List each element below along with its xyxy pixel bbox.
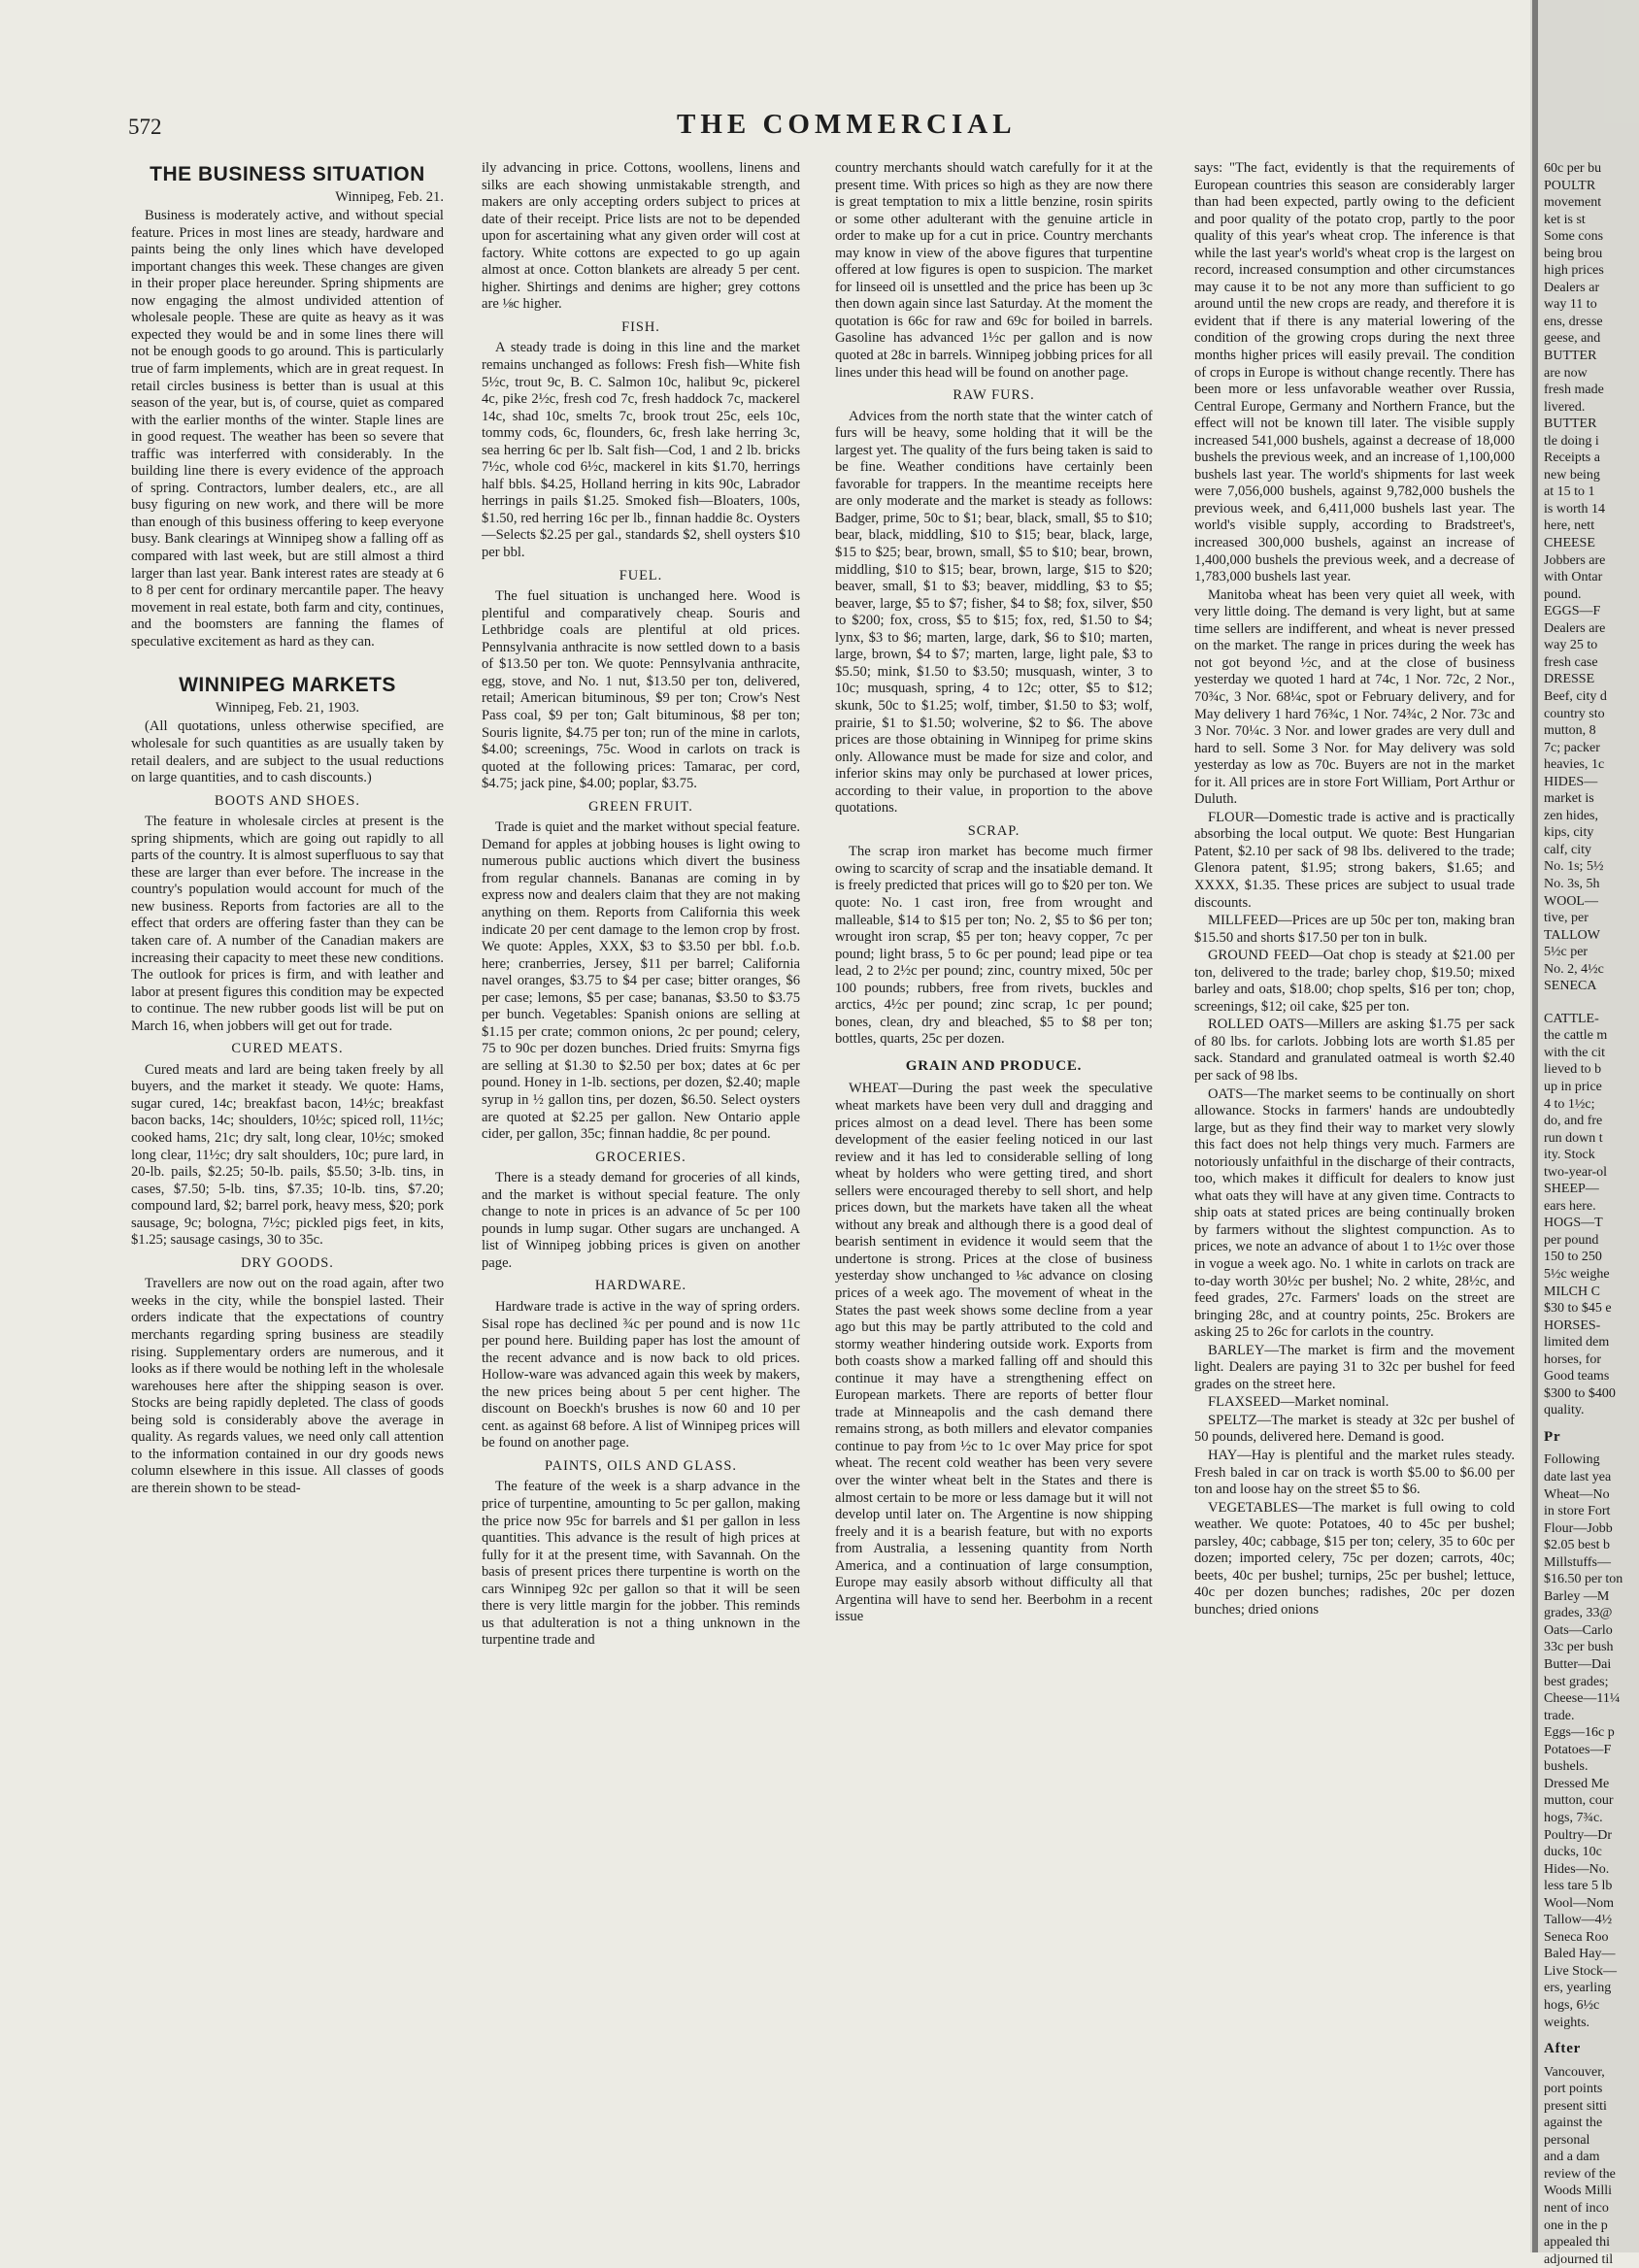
speltz-paragraph: SPELTZ—The market is steady at 32c per bushel of 50 pounds, delivered here. Demand is good.	[1194, 1412, 1515, 1446]
raw-furs-paragraph: Advices from the north state that the winter catch of furs will be heavy, some holding that it will be the largest yet. The quality of the furs being taken is said to be fine. Weather conditions have certainly been favorable for trappers. In the meantime receipts here are only moderate and the market is steady as follows: Badger, prime, 50c to $1; bear, black, small, $5 to $10; bear, black, middling, $10 to $15; bear, black, large, $15 to $25; bear, brown, small, $5 to $10; bear, brown, middling, $10 to $15; bear, brown, large, $15 to $20; beaver, small, $1 to $3; beaver, middling, $3 to $5; beaver, large, $5 to $7; fisher, $4 to $8; fox, silver, $50 to $200; fox, cross, $5 to $15; fox, red, $1.50 to $4; lynx, $3 to $6; marten, large, dark, $6 to $10; marten, large, brown, $4 to $7; marten, large, light pale, $3 to $5.50; mink, $1.50 to $3.50; musquash, winter, 3 to 10c; musquash, spring, 4 to 12c; otter, $5 to $12; skunk, 50c to $1.25; wolf, timber, $1.50 to $3; wolf, prairie, $1 to $1.50; wolverine, $2 to $6. The above prices are those obtaining in Winnipeg for prime skins only. Allowance must be made for size and color, and inferior skins may only be purchased at lower prices, according to their value, in proportion to the above quotations.	[835, 408, 1153, 817]
boots-paragraph: The feature in wholesale circles at present is the spring shipments, which are going out rapidly to all parts of the country. It is almost superfluous to say that these are larger than ever before. The increase in the country's population would account for much of the new business. Reports from factories are all to the effect that orders are offering faster than they can be taken care of. A number of the Canadian makers are increasing their capacity to meet these new conditions. The outlook for prices is firm, and with leather and labor at present figures this condition may be expected to continue. The new rubber goods list will be put on March 16, when jobbers will get out for trade.	[131, 814, 444, 1034]
cropped-line: 4 to 1½c;	[1544, 1096, 1595, 1112]
cropped-line: 7c; packer	[1544, 740, 1600, 755]
cropped-line: up in price	[1544, 1079, 1602, 1094]
cropped-line: and a dam	[1544, 2150, 1600, 2165]
cropped-line: fresh case	[1544, 654, 1598, 670]
cropped-line: $16.50 per ton	[1544, 1572, 1623, 1587]
cropped-line: movement	[1544, 195, 1602, 211]
green-fruit-paragraph: Trade is quiet and the market without special feature. Demand for apples at jobbing houses is light owing to numerous public auctions which divert the business from regular channels. Bananas are coming in by express now and dealers claim that they are not making anything on them. Reports from California this week indicate 20 per cent damage to the lemon crop by frost. We quote: Apples, XXX, $3 to $3.50 per bbl. f.o.b. here; cranberries, Jersey, $11 per barrel; California navel oranges, $3.75 to $4 per case; bitter oranges, $6 per case; lemons, $5 per case; bananas, $3.50 to $3.75 per bunch. Vegetables: Spanish onions are selling at $1.15 per crate; common onions, 2c per pound; celery, 75 to 90c per dozen bunches. Dried fruits: Smyrna figs are selling at $1.30 to $2.50 per box; dates at 6c per pound. Honey in 1-lb. sections, per dozen, $2.40; maple syrup in ½ gallon tins, per dozen, $6.50. Select oysters are quoted at $2.25 per gallon. New Ontario apple cider, per gallon, 35c; finnan haddie, 8c per pound.	[482, 819, 800, 1143]
publication-title: THE COMMERCIAL	[677, 109, 1017, 140]
cropped-line: present sitti	[1544, 2098, 1607, 2114]
cropped-line: against the	[1544, 2116, 1603, 2131]
cropped-line: Dressed Me	[1544, 1776, 1610, 1791]
cropped-line: high prices	[1544, 263, 1604, 279]
winnipeg-markets-title: WINNIPEG MARKETS	[179, 674, 396, 697]
binding-edge	[1532, 0, 1538, 2252]
scrap-heading: SCRAP.	[967, 822, 1020, 839]
cropped-line: Receipts a	[1544, 450, 1600, 466]
fish-heading: FISH.	[621, 318, 660, 335]
cropped-line: Seneca Roo	[1544, 1929, 1609, 1945]
cropped-line: ity. Stock	[1544, 1148, 1595, 1163]
cropped-line: market is	[1544, 791, 1594, 807]
cropped-line: with Ontar	[1544, 570, 1603, 585]
cropped-line: nent of inco	[1544, 2200, 1609, 2216]
cropped-line: ducks, 10c	[1544, 1845, 1602, 1860]
prices-heading-cropped: Pr	[1544, 1428, 1561, 1445]
cropped-line: DRESSE	[1544, 672, 1595, 687]
cured-meats-paragraph: Cured meats and lard are being taken freely by all buyers, and the market it steady. We quote: Hams, sugar cured, 14c; breakfast bacon, 14½c; breakfast bacon backs, 14c; shoulders, 10½c; spiced roll, 11½c; cooked hams, 21c; dry salt, long clear, 10½c; smoked long clear, 11½c; dry salt shoulders, 10c; pure lard, in 20-lb. pails, $2.25; 50-lb. pails, $5.50; 3-lb. tins, in cases, $7.50; 5-lb. tins, $7.35; 10-lb. tins, $7.20; compound lard, $2; barrel pork, heavy mess, $20; pork sausage, 9c; bologna, 7½c; pickled pigs feet, in kits, $1.25; sausage casings, 30 to 35c.	[131, 1061, 444, 1249]
cropped-line: 33c per bush	[1544, 1640, 1614, 1655]
page-header	[128, 109, 1620, 148]
markets-dateline: Winnipeg, Feb. 21, 1903.	[215, 699, 360, 716]
column-2	[482, 160, 800, 1651]
cropped-line: Wool—Nom	[1544, 1895, 1614, 1911]
groceries-paragraph: There is a steady demand for groceries of all kinds, and the market is without special feature. The only change to note in prices is an advance of 5c per 100 pounds in lump sugar. Other sugars are unchanged. A list of Winnipeg jobbing prices is given on another page.	[482, 1170, 800, 1271]
cropped-line: way 25 to	[1544, 638, 1598, 653]
cropped-line: one in the p	[1544, 2218, 1608, 2233]
cropped-line: weights.	[1544, 2015, 1590, 2030]
cropped-line: Woods Milli	[1544, 2184, 1613, 2199]
cropped-line: fresh made	[1544, 383, 1604, 398]
ground-feed-paragraph: GROUND FEED—Oat chop is steady at $21.00 per ton, delivered to the trade; barley chop, $19.50; mixed barley and oats, $18.00; chop spelts, $16 per ton; chop, screenings, $12; oil cake, $25 per ton.	[1194, 948, 1515, 1015]
cropped-line: are now	[1544, 365, 1588, 381]
cropped-line: quality.	[1544, 1403, 1585, 1418]
cropped-line: CATTLE-	[1544, 1011, 1599, 1026]
cropped-line: HORSES-	[1544, 1317, 1601, 1333]
cropped-line: kips, city	[1544, 825, 1594, 841]
fuel-paragraph: The fuel situation is unchanged here. Wood is plentiful and comparatively cheap. Souris and Lethbridge coals are plentiful at old prices. Pennsylvania anthracite is now settled down to a basis of $13.50 per ton. We quote: Pennsylvania anthracite, egg, stove, and No. 1 nut, $13.50 per ton, delivered, retail; American bituminous, $9 per ton; Crow's Nest Pass coal, $9 per ton; Galt bituminous, $8 per ton; Souris lignite, $4.75 per ton; run of the mine in carlots, $4.00; screenings, 75c. Wood in carlots on track is quoted at the following prices: Tamarac, per cord, $4.75; jack pine, $4.00; poplar, $3.75.	[482, 588, 800, 792]
cropped-line: date last yea	[1544, 1470, 1612, 1485]
cropped-line: BUTTER	[1544, 349, 1597, 364]
cropped-line: review of the	[1544, 2166, 1616, 2182]
cropped-line: HOGS—T	[1544, 1216, 1603, 1231]
cropped-line: ears here.	[1544, 1198, 1596, 1214]
vegetables-paragraph: VEGETABLES—The market is full owing to cold weather. We quote: Potatoes, 40 to 45c per bushel; parsley, 40c; cabbage, $15 per ton; celery, 35 to 60c per dozen; imported celery, 75c per dozen; carrots, 40c; beets, 40c per bushel; turnips, 25c per bushel; lettuce, 40c per dozen bunches; radishes, 20c per dozen bunches; dried onions	[1194, 1499, 1515, 1618]
cropped-line: at 15 to 1	[1544, 484, 1595, 500]
hay-paragraph: HAY—Hay is plentiful and the market rules steady. Fresh baled in car on track is worth $5.00 to $6.00 per ton and loose hay on the street $5 to $6.	[1194, 1448, 1515, 1498]
cropped-line: Poultry—Dr	[1544, 1827, 1612, 1843]
cropped-line: $2.05 best b	[1544, 1538, 1611, 1553]
cropped-line: per pound	[1544, 1232, 1599, 1248]
cropped-line: new being	[1544, 467, 1600, 483]
cropped-line: 5½c weighe	[1544, 1267, 1610, 1282]
barley-paragraph: BARLEY—The market is firm and the movement light. Dealers are paying 31 to 32c per bushel for feed grades on the street here.	[1194, 1342, 1515, 1392]
cropped-line: ens, dresse	[1544, 314, 1603, 329]
grain-continued: says: "The fact, evidently is that the requirements of European countries this season are considerably larger than had been expected, partly owing to the deficient and poor quality of the potato crop, partly to the poor quality of this year's wheat crop. The inference is that while the last year's world's wheat crop is the largest on record, increased consumption and other circumstances may cause it to be not any more than sufficient to go around until the new crops are ready, and therefore it is evident that if there is any material lowering of the condition of the growing crops during the next three months higher prices will easily prevail. The condition of crops in Europe is without change recently. There has been more or less unfavorable weather over Russia, Central Europe, Germany and Northern France, but the effect will not be known till later. The visible supply increased 541,000 bushels, against a decrease of 18,000 bushels the previous week, and an increase of 1,100,000 bushels last year. The world's shipments for last week were 7,056,000 bushels, against 9,782,000 bushels the previous week, and 6,411,000 bushels last year. The world's visible supply, according to Bradstreet's, increased 300,000 bushels, against an increase of 1,400,000 bushels the previous week, and a decrease of 1,783,000 bushels last year.	[1194, 160, 1515, 585]
cropped-line: best grades;	[1544, 1674, 1609, 1689]
cropped-line: CHEESE	[1544, 536, 1595, 551]
cropped-line: Following	[1544, 1452, 1600, 1468]
cropped-line: Wheat—No	[1544, 1486, 1610, 1502]
column-1	[131, 160, 444, 1498]
cropped-line: No. 3s, 5h	[1544, 876, 1600, 891]
cropped-line: tive, per	[1544, 911, 1589, 926]
paints-paragraph: The feature of the week is a sharp advance in the price of turpentine, amounting to 5c per gallon, making the price now 95c for barrels and $1 per gallon in less quantities. This advance is the result of high prices at fully for it at the present time, with Savannah. On the basis of present prices there turpentine is worth on the cars Winnipeg 92c per gallon so that it will be seen there is very little margin for the jobber. This reminds us that adulteration is not a thing unknown in the turpentine trade and	[482, 1479, 800, 1649]
boots-heading: BOOTS AND SHOES.	[215, 792, 360, 809]
cropped-line: Tallow—4½	[1544, 1913, 1613, 1928]
cropped-line: zen hides,	[1544, 808, 1598, 823]
cropped-line: Good teams	[1544, 1369, 1610, 1384]
cropped-line	[1544, 995, 1639, 1011]
cropped-line: TALLOW	[1544, 927, 1600, 943]
column-5-cropped	[1544, 160, 1639, 2268]
dry-goods-paragraph: Travellers are now out on the road again, after two weeks in the city, while the bonspiel lasted. Their orders indicate that the expectations of country merchants regarding spring business are steadily rising. Supplementary orders are numerous, and it looks as if there would be nothing left in the wholesale warehouses here after the shipping season is over. Stocks are being rapidly depleted. The class of goods being sold is considerably above the average in quality. As regards values, we need only call attention to the information contained in our dry goods news column elsewhere in this issue. All classes of goods are therein shown to be stead-	[131, 1276, 444, 1496]
cropped-line: hogs, 7¾c.	[1544, 1810, 1603, 1825]
prices-lines	[1544, 1451, 1639, 2031]
oats-paragraph: OATS—The market seems to be continually on short allowance. Stocks in farmers' hands are undoubtedly large, but as they find their way to market very slowly this fact does not help things very much. Farmers are notoriously unfaithful in the discharge of their contracts, too, which makes it difficult for dealers to know just what oats they will have at any given time. Contracts to ship oats at stated prices are being continually broken by farmers without the slightest compunction. As to prices, we note an advance of about 1 to 1½c over those in vogue a week ago. No. 1 white in carlots on track are to-day worth 30½c per bushel; No. 2 white, 28½c, and feed grades, 27c. Farmers' loads on the street are bringing 28c, and at country points, 25c. Brokers are asking 25 to 26c for carlots in the country.	[1194, 1085, 1515, 1341]
cropped-line: Hides—No.	[1544, 1861, 1610, 1877]
cropped-line: SHEEP—	[1544, 1182, 1599, 1197]
cropped-line: Oats—Carlo	[1544, 1622, 1613, 1638]
cropped-line: Live Stock—	[1544, 1963, 1618, 1979]
cropped-line: being brou	[1544, 246, 1603, 261]
paints-continued: country merchants should watch carefully for it at the present time. With prices so high as they are now there is great temptation to mix a little benzine, rosin spirits or some other adulterant with the genuine article in order to make up for a cut in price. Country merchants may know in view of the above figures that turpentine offered at low figures is open to suspicion. The market for linseed oil is unsettled and the price has been up 3c then down again since last Saturday. At the moment the quotation is 66c for raw and 69c for boiled in barrels. Gasoline has advanced 1½c per gallon and is now quoted at 28c in barrels. Winnipeg jobbing prices for all lines under this head will be found on another page.	[835, 160, 1153, 381]
paints-heading: PAINTS, OILS AND GLASS.	[545, 1457, 737, 1474]
cropped-line: pound.	[1544, 586, 1582, 602]
cropped-line: appealed thi	[1544, 2235, 1611, 2251]
cropped-line: trade.	[1544, 1708, 1575, 1723]
cropped-line: here, nett	[1544, 518, 1595, 534]
cropped-line: in store Fort	[1544, 1504, 1611, 1519]
cropped-line: mutton, cour	[1544, 1793, 1614, 1809]
cropped-line: ers, yearling	[1544, 1981, 1612, 1996]
cropped-line: HIDES—	[1544, 774, 1598, 789]
cropped-line: personal	[1544, 2132, 1590, 2148]
cropped-line: MILCH C	[1544, 1284, 1600, 1299]
cropped-line: two-year-ol	[1544, 1164, 1608, 1180]
cropped-line: BUTTER	[1544, 417, 1597, 432]
cropped-line: is worth 14	[1544, 501, 1605, 517]
cropped-line: mutton, 8	[1544, 723, 1596, 739]
raw-furs-heading: RAW FURS.	[953, 387, 1035, 404]
cropped-line: heavies, 1c	[1544, 757, 1605, 773]
cropped-line: No. 1s; 5½	[1544, 859, 1604, 875]
cropped-line: geese, and	[1544, 331, 1601, 347]
markets-note: (All quotations, unless otherwise specified, are wholesale for such quantities as are usually taken by retail dealers, and are subject to the usual reductions on large quantities, and to cash discounts.)	[131, 718, 444, 786]
cropped-line: Butter—Dai	[1544, 1657, 1612, 1673]
cropped-line: Flour—Jobb	[1544, 1520, 1613, 1536]
rolled-oats-paragraph: ROLLED OATS—Millers are asking $1.75 per sack of 80 lbs. for carlots. Jobbing lots are worth $1.85 per sack. Standard and granulated oatmeal is worth $2.40 per sack of 98 lbs.	[1194, 1017, 1515, 1084]
fuel-heading: FUEL.	[619, 567, 663, 584]
cropped-line: EGGS—F	[1544, 604, 1601, 619]
scrap-paragraph: The scrap iron market has become much firmer owing to scarcity of scrap and the insatiable demand. It is freely predicted that prices will go to $20 per ton. We quote: No. 1 cast iron, free from wrought and malleable, $14 to $15 per ton; No. 2, $5 to $6 per ton; wrought iron scrap, $5 per ton; heavy copper, 7c per pound; light brass, 5 to 6c per pound; lead pipe or tea lead, 2 to 2½c per pound; zinc, country mixed, 50c per 100 pounds; rubbers, free from rivets, buckles and arctics, 4½c per pound; zinc scrap, 1c per pound; bones, clean, dry and bleached, $5 to $8 per ton; bottles, quarts, 25c per dozen.	[835, 844, 1153, 1048]
cropped-line: calf, city	[1544, 842, 1591, 857]
dry-goods-continued: ily advancing in price. Cottons, woollens, linens and silks are each showing unmistakable strength, and makers are only accepting orders subject to prices at date of their receipt. Price lists are not to be depended upon for ascertaining what any given order will cost at factory. White cottons are expected to go up again almost at once. Cotton blankets are already 5 per cent. higher. Shirtings and denims are higher; grey cottons are ⅛c higher.	[482, 160, 800, 313]
cropped-line: $30 to $45 e	[1544, 1301, 1612, 1317]
fish-paragraph: A steady trade is doing in this line and the market remains unchanged as follows: Fresh fish—White fish 5½c, trout 9c, B. C. Salmon 10c, halibut 9c, pickerel 4c, pike 2½c, fresh cod 7c, fresh haddock 7c, mackerel 14c, shad 10c, smelts 7c, brook trout 25c, eels 10c, tommy cods, 6c, flounders, 6c, fresh lake herring 3c, sea herring 6c per lb. Salt fish—Cod, 1 and 2 lb. bricks 7½c, whole cod 6½c, mackerel in kits $1.70, herrings half bbls. $4.25, Holland herring in kits 90c, Labrador herrings in pails $1.25. Smoked fish—Bloaters, 100s, $1.50, red herring 16c per lb., finnan haddie 8c. Oysters—Selects $2.25 per gal., standards $2, shell oysters $10 per bbl.	[482, 340, 800, 561]
cropped-line: ket is st	[1544, 212, 1586, 227]
column-3	[835, 160, 1153, 1627]
grain-produce-heading: GRAIN AND PRODUCE.	[905, 1057, 1083, 1074]
cured-meats-heading: CURED MEATS.	[231, 1041, 344, 1057]
cropped-line: port points	[1544, 2082, 1603, 2097]
green-fruit-heading: GREEN FRUIT.	[588, 798, 693, 815]
cropped-line: hogs, 6½c	[1544, 1997, 1600, 2013]
cropped-line: Cheese—11¼	[1544, 1691, 1621, 1707]
cropped-line: Jobbers are	[1544, 552, 1606, 568]
cropped-line: 60c per bu	[1544, 161, 1602, 176]
business-situation-title: THE BUSINESS SITUATION	[150, 163, 425, 185]
cropped-line: Vancouver,	[1544, 2064, 1605, 2080]
cropped-line: 150 to 250	[1544, 1250, 1602, 1265]
hardware-heading: HARDWARE.	[594, 1278, 687, 1294]
flaxseed-paragraph: FLAXSEED—Market nominal.	[1208, 1394, 1389, 1411]
cropped-line: Beef, city d	[1544, 688, 1607, 704]
groceries-heading: GROCERIES.	[595, 1149, 686, 1165]
business-dateline: Winnipeg, Feb. 21.	[335, 188, 444, 205]
cropped-line: Eggs—16c p	[1544, 1725, 1615, 1741]
cropped-line: horses, for	[1544, 1351, 1602, 1367]
cropped-line: tle doing i	[1544, 433, 1599, 449]
hardware-paragraph: Hardware trade is active in the way of spring orders. Sisal rope has declined ¾c per pound and is now 11c per pound here. Building paper has lost the amount of the recent advance and is now back to old prices. Hollow-ware was advanced again this week by makers, the new prices being about 5 per cent higher. The discount on Boeckh's brushes is now 60 and 10 per cent. as against 68 before. A list of Winnipeg prices will be found on another page.	[482, 1299, 800, 1451]
cropped-line: Some cons	[1544, 229, 1604, 245]
cropped-line: SENECA	[1544, 979, 1597, 994]
column-5-lines	[1544, 160, 1639, 1419]
cropped-line: $300 to $400	[1544, 1385, 1616, 1401]
cropped-line: Baled Hay—	[1544, 1947, 1616, 1962]
cropped-line: livered.	[1544, 399, 1586, 415]
cropped-line: POULTR	[1544, 178, 1596, 193]
cropped-line: grades, 33@	[1544, 1606, 1613, 1621]
page-number: 572	[128, 115, 162, 139]
cropped-line: Potatoes—F	[1544, 1742, 1612, 1757]
grain-paragraph: WHEAT—During the past week the speculative wheat markets have been very dull and dragging and prices almost on a dead level. There has been some development of the easier feeling noticed in our last review and it has led to considerable selling of long wheat by holders who were getting tired, and short sellers were encouraged thereby to sell short, and help prices down, but the markets have taken all the wheat without any break and although there is a good deal of bearish sentiment in evidence it would seem that the undertone is strong. Prices at the close of business yesterday show unchanged to ⅛c advance on closing prices of a week ago. The movement of wheat in the States the past week shows some decline from a year ago but this may be partly attributed to the cold and stormy weather hindering outside work. Exports from both coasts show a marked falling off and should this continue it may have a strengthening effect on European markets. There are reports of better flour trade at Minneapolis and the cash demand there remains strong, as both millers and elevator companies continue to pay from ½c to 1c over May price for spot wheat. The recent cold weather has been very severe over the winter wheat belt in the States and there is almost certain to be more or less damage but it will not develop until later on. The Argentine is now shipping freely and it is a bearish feature, but with no exports from Australia, a lessening quantity from North America, and a continuation of large consumption, Europe may easily absorb without difficulty all that Argentina will have to send her. Beerbohm in a recent issue	[835, 1081, 1153, 1625]
after-lines	[1544, 2064, 1639, 2268]
cropped-line: 5½c per	[1544, 945, 1589, 960]
after-heading-cropped: After	[1544, 2041, 1582, 2057]
cropped-line: the cattle m	[1544, 1028, 1608, 1044]
cropped-line: WOOL—	[1544, 893, 1598, 909]
cropped-line: way 11 to	[1544, 297, 1597, 313]
cropped-line: Dealers ar	[1544, 280, 1600, 295]
millfeed-paragraph: MILLFEED—Prices are up 50c per ton, making bran $15.50 and shorts $17.50 per ton in bulk.	[1194, 913, 1515, 946]
cropped-line: with the cit	[1544, 1045, 1605, 1060]
cropped-line: country sto	[1544, 706, 1605, 721]
cropped-line: Millstuffs—	[1544, 1554, 1611, 1570]
column-4	[1194, 160, 1515, 1619]
dry-goods-heading: DRY GOODS.	[241, 1254, 334, 1271]
cropped-line: run down t	[1544, 1130, 1603, 1146]
cropped-line: do, and fre	[1544, 1114, 1603, 1129]
cropped-line: No. 2, 4½c	[1544, 961, 1604, 977]
cropped-line: bushels.	[1544, 1759, 1589, 1775]
cropped-line: lieved to b	[1544, 1062, 1602, 1078]
flour-paragraph: FLOUR—Domestic trade is active and is practically absorbing the local output. We quote: Best Hungarian Patent, $2.10 per sack of 98 lbs. delivered to the trade; Glenora patent, $1.95; strong bakers, $1.65; and XXXX, $1.35. These prices are subject to usual trade discounts.	[1194, 809, 1515, 911]
manitoba-wheat-paragraph: Manitoba wheat has been very quiet all week, with very little doing. The demand is very light, but at same time sellers are indifferent, and wheat is never pressed on the market. The range in prices during the week has not got beyond ½c, and at the close of business yesterday we quoted 1 hard at 74c, 1 Nor. 72c, 2 Nor., 70¾c, 3 Nor. 68¼c, spot or February delivery, and for May delivery 1 hard 76¾c, 1 Nor. 74¾c, 2 Nor. 73c and 3 Nor. 70¼c. 3 Nor. and lower grades are very dull and hard to sell. Some 3 Nor. for May delivery was sold yesterday as low as 70c. Buyers are not in the market for it. All prices are in store Fort William, Port Arthur or Duluth.	[1194, 586, 1515, 808]
cropped-line: less tare 5 lb	[1544, 1879, 1613, 1894]
cropped-line: Dealers are	[1544, 620, 1606, 636]
cropped-line: adjourned til	[1544, 2251, 1614, 2267]
business-paragraph: Business is moderately active, and without special feature. Prices in most lines are steady, hardware and paints being the only lines which have developed important changes this week. These changes are given in their proper place hereunder. Spring shipments are now engaging the almost undivided attention of wholesale people. These are quite as heavy as it was expected they would be and in some lines there will not be enough goods to go around. This is particularly true of farm implements, which are in great request. In retail circles business is better than is usual at this season of the year, but is, of course, quiet as compared with the earlier months of the winter. Staple lines are in good request. The weather has been so severe that traffic was interferred with considerably. In the building line there is every evidence of the approach of spring. Contractors, lumber dealers, etc., are all busy figuring on new work, and there will be more than enough of this business offering to keep everyone busy. Bank clearings at Winnipeg show a falling off as compared with last week, but are still almost a third larger than last year. Bank interest rates are steady at 6 to 8 per cent for ordinary mercantile paper. The heavy movement in real estate, both farm and city, continues, and the boomsters are fanning the flames of speculative excitement as hard as they can.	[131, 208, 444, 650]
cropped-line: Barley —M	[1544, 1588, 1610, 1604]
cropped-line: limited dem	[1544, 1335, 1610, 1351]
